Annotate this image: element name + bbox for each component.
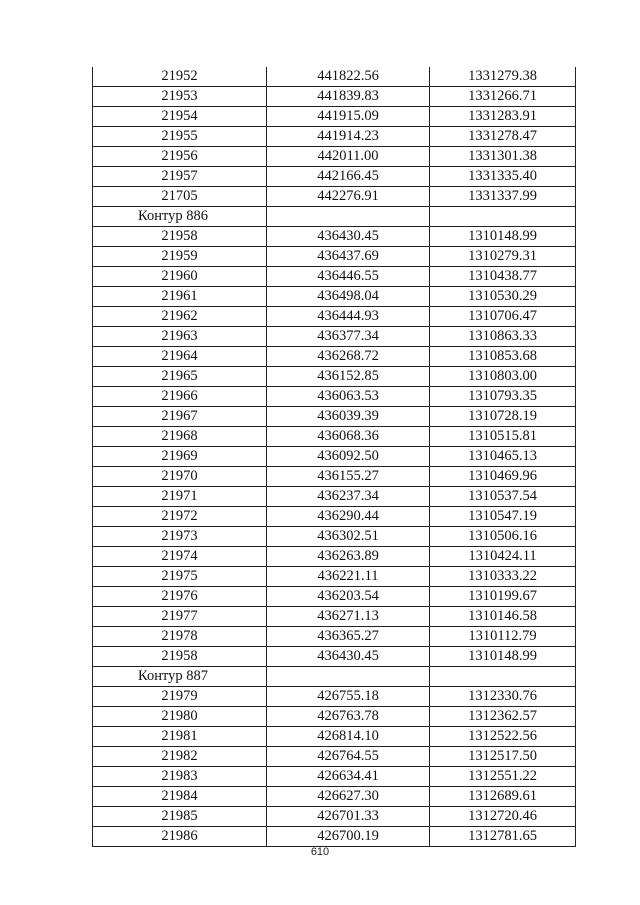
contour-header-row (93, 207, 576, 227)
x-coordinate-cell: 436437.69 (267, 247, 430, 267)
x-coordinate-cell: 426764.55 (267, 747, 430, 767)
y-coordinate-cell: 1331337.99 (430, 187, 576, 207)
y-coordinate-cell: 1310438.77 (430, 267, 576, 287)
table-row (93, 167, 576, 187)
point-id-cell: 21964 (93, 347, 267, 367)
x-coordinate-cell: 426763.78 (267, 707, 430, 727)
y-coordinate-cell: 1310469.96 (430, 467, 576, 487)
table-row (93, 607, 576, 627)
table-row (93, 487, 576, 507)
x-coordinate-cell: 436430.45 (267, 647, 430, 667)
table-row (93, 707, 576, 727)
y-coordinate-cell: 1312362.57 (430, 707, 576, 727)
table-row (93, 587, 576, 607)
point-id-cell: 21980 (93, 707, 267, 727)
x-coordinate-cell: 436377.34 (267, 327, 430, 347)
x-coordinate-cell: 426755.18 (267, 687, 430, 707)
point-id-cell: 21953 (93, 87, 267, 107)
y-coordinate-cell: 1312522.56 (430, 727, 576, 747)
x-coordinate-cell: 426627.30 (267, 787, 430, 807)
table-row (93, 727, 576, 747)
table-row (93, 107, 576, 127)
table-row (93, 247, 576, 267)
y-coordinate-cell: 1310547.19 (430, 507, 576, 527)
x-coordinate-cell: 436290.44 (267, 507, 430, 527)
point-id-cell: 21977 (93, 607, 267, 627)
empty-cell (430, 207, 576, 227)
contour-label: Контур 886 (93, 207, 267, 227)
x-coordinate-cell: 442166.45 (267, 167, 430, 187)
table-row (93, 567, 576, 587)
table-row (93, 327, 576, 347)
table-row (93, 527, 576, 547)
point-id-cell: 21981 (93, 727, 267, 747)
y-coordinate-cell: 1310333.22 (430, 567, 576, 587)
y-coordinate-cell: 1310863.33 (430, 327, 576, 347)
point-id-cell: 21970 (93, 467, 267, 487)
point-id-cell: 21960 (93, 267, 267, 287)
table-row (93, 227, 576, 247)
y-coordinate-cell: 1310728.19 (430, 407, 576, 427)
x-coordinate-cell: 441915.09 (267, 107, 430, 127)
y-coordinate-cell: 1310793.35 (430, 387, 576, 407)
y-coordinate-cell: 1310506.16 (430, 527, 576, 547)
y-coordinate-cell: 1310803.00 (430, 367, 576, 387)
table-row (93, 547, 576, 567)
y-coordinate-cell: 1310424.11 (430, 547, 576, 567)
table-row (93, 387, 576, 407)
point-id-cell: 21954 (93, 107, 267, 127)
x-coordinate-cell: 436221.11 (267, 567, 430, 587)
x-coordinate-cell: 436203.54 (267, 587, 430, 607)
point-id-cell: 21979 (93, 687, 267, 707)
y-coordinate-cell: 1331279.38 (430, 67, 576, 87)
empty-cell (430, 667, 576, 687)
y-coordinate-cell: 1312330.76 (430, 687, 576, 707)
table-row (93, 467, 576, 487)
point-id-cell: 21975 (93, 567, 267, 587)
x-coordinate-cell: 436263.89 (267, 547, 430, 567)
table-row (93, 767, 576, 787)
contour-header-row (93, 667, 576, 687)
point-id-cell: 21963 (93, 327, 267, 347)
y-coordinate-cell: 1310515.81 (430, 427, 576, 447)
x-coordinate-cell: 436039.39 (267, 407, 430, 427)
y-coordinate-cell: 1310465.13 (430, 447, 576, 467)
x-coordinate-cell: 436430.45 (267, 227, 430, 247)
point-id-cell: 21969 (93, 447, 267, 467)
contour-label: Контур 887 (93, 667, 267, 687)
point-id-cell: 21952 (93, 67, 267, 87)
y-coordinate-cell: 1310199.67 (430, 587, 576, 607)
y-coordinate-cell: 1310530.29 (430, 287, 576, 307)
point-id-cell: 21984 (93, 787, 267, 807)
point-id-cell: 21974 (93, 547, 267, 567)
coordinates-table (92, 67, 576, 847)
page-number: 610 (310, 846, 330, 858)
y-coordinate-cell: 1310148.99 (430, 227, 576, 247)
x-coordinate-cell: 436302.51 (267, 527, 430, 547)
y-coordinate-cell: 1331335.40 (430, 167, 576, 187)
y-coordinate-cell: 1310279.31 (430, 247, 576, 267)
point-id-cell: 21961 (93, 287, 267, 307)
y-coordinate-cell: 1312517.50 (430, 747, 576, 767)
y-coordinate-cell: 1310706.47 (430, 307, 576, 327)
y-coordinate-cell: 1331266.71 (430, 87, 576, 107)
x-coordinate-cell: 436092.50 (267, 447, 430, 467)
y-coordinate-cell: 1331301.38 (430, 147, 576, 167)
x-coordinate-cell: 436271.13 (267, 607, 430, 627)
y-coordinate-cell: 1310537.54 (430, 487, 576, 507)
y-coordinate-cell: 1312689.61 (430, 787, 576, 807)
table-row (93, 427, 576, 447)
table-row (93, 407, 576, 427)
table-row (93, 127, 576, 147)
x-coordinate-cell: 436446.55 (267, 267, 430, 287)
table-row (93, 87, 576, 107)
table-row (93, 807, 576, 827)
table-row (93, 747, 576, 767)
x-coordinate-cell: 441822.56 (267, 67, 430, 87)
coordinates-table-body (93, 67, 576, 847)
x-coordinate-cell: 436068.36 (267, 427, 430, 447)
x-coordinate-cell: 442276.91 (267, 187, 430, 207)
point-id-cell: 21962 (93, 307, 267, 327)
x-coordinate-cell: 436365.27 (267, 627, 430, 647)
table-row (93, 267, 576, 287)
table-row (93, 687, 576, 707)
x-coordinate-cell: 426814.10 (267, 727, 430, 747)
table-row (93, 827, 576, 847)
table-row (93, 507, 576, 527)
y-coordinate-cell: 1312720.46 (430, 807, 576, 827)
table-row (93, 307, 576, 327)
x-coordinate-cell: 426634.41 (267, 767, 430, 787)
x-coordinate-cell: 436268.72 (267, 347, 430, 367)
point-id-cell: 21983 (93, 767, 267, 787)
point-id-cell: 21705 (93, 187, 267, 207)
point-id-cell: 21976 (93, 587, 267, 607)
x-coordinate-cell: 436155.27 (267, 467, 430, 487)
x-coordinate-cell: 436237.34 (267, 487, 430, 507)
point-id-cell: 21986 (93, 827, 267, 847)
y-coordinate-cell: 1310853.68 (430, 347, 576, 367)
table-row (93, 287, 576, 307)
point-id-cell: 21958 (93, 647, 267, 667)
y-coordinate-cell: 1310148.99 (430, 647, 576, 667)
empty-cell (267, 667, 430, 687)
y-coordinate-cell: 1312781.65 (430, 827, 576, 847)
x-coordinate-cell: 436152.85 (267, 367, 430, 387)
point-id-cell: 21968 (93, 427, 267, 447)
point-id-cell: 21985 (93, 807, 267, 827)
point-id-cell: 21971 (93, 487, 267, 507)
y-coordinate-cell: 1312551.22 (430, 767, 576, 787)
x-coordinate-cell: 436444.93 (267, 307, 430, 327)
table-row (93, 447, 576, 467)
table-row (93, 347, 576, 367)
x-coordinate-cell: 436063.53 (267, 387, 430, 407)
y-coordinate-cell: 1310112.79 (430, 627, 576, 647)
point-id-cell: 21973 (93, 527, 267, 547)
point-id-cell: 21967 (93, 407, 267, 427)
point-id-cell: 21956 (93, 147, 267, 167)
point-id-cell: 21965 (93, 367, 267, 387)
y-coordinate-cell: 1331278.47 (430, 127, 576, 147)
point-id-cell: 21982 (93, 747, 267, 767)
point-id-cell: 21959 (93, 247, 267, 267)
x-coordinate-cell: 442011.00 (267, 147, 430, 167)
table-row (93, 647, 576, 667)
x-coordinate-cell: 436498.04 (267, 287, 430, 307)
point-id-cell: 21966 (93, 387, 267, 407)
table-row (93, 147, 576, 167)
x-coordinate-cell: 441839.83 (267, 87, 430, 107)
empty-cell (267, 207, 430, 227)
y-coordinate-cell: 1331283.91 (430, 107, 576, 127)
table-row (93, 787, 576, 807)
point-id-cell: 21955 (93, 127, 267, 147)
x-coordinate-cell: 426701.33 (267, 807, 430, 827)
point-id-cell: 21978 (93, 627, 267, 647)
point-id-cell: 21972 (93, 507, 267, 527)
table-row (93, 187, 576, 207)
x-coordinate-cell: 426700.19 (267, 827, 430, 847)
table-row (93, 367, 576, 387)
point-id-cell: 21958 (93, 227, 267, 247)
y-coordinate-cell: 1310146.58 (430, 607, 576, 627)
point-id-cell: 21957 (93, 167, 267, 187)
table-row (93, 67, 576, 87)
x-coordinate-cell: 441914.23 (267, 127, 430, 147)
table-row (93, 627, 576, 647)
